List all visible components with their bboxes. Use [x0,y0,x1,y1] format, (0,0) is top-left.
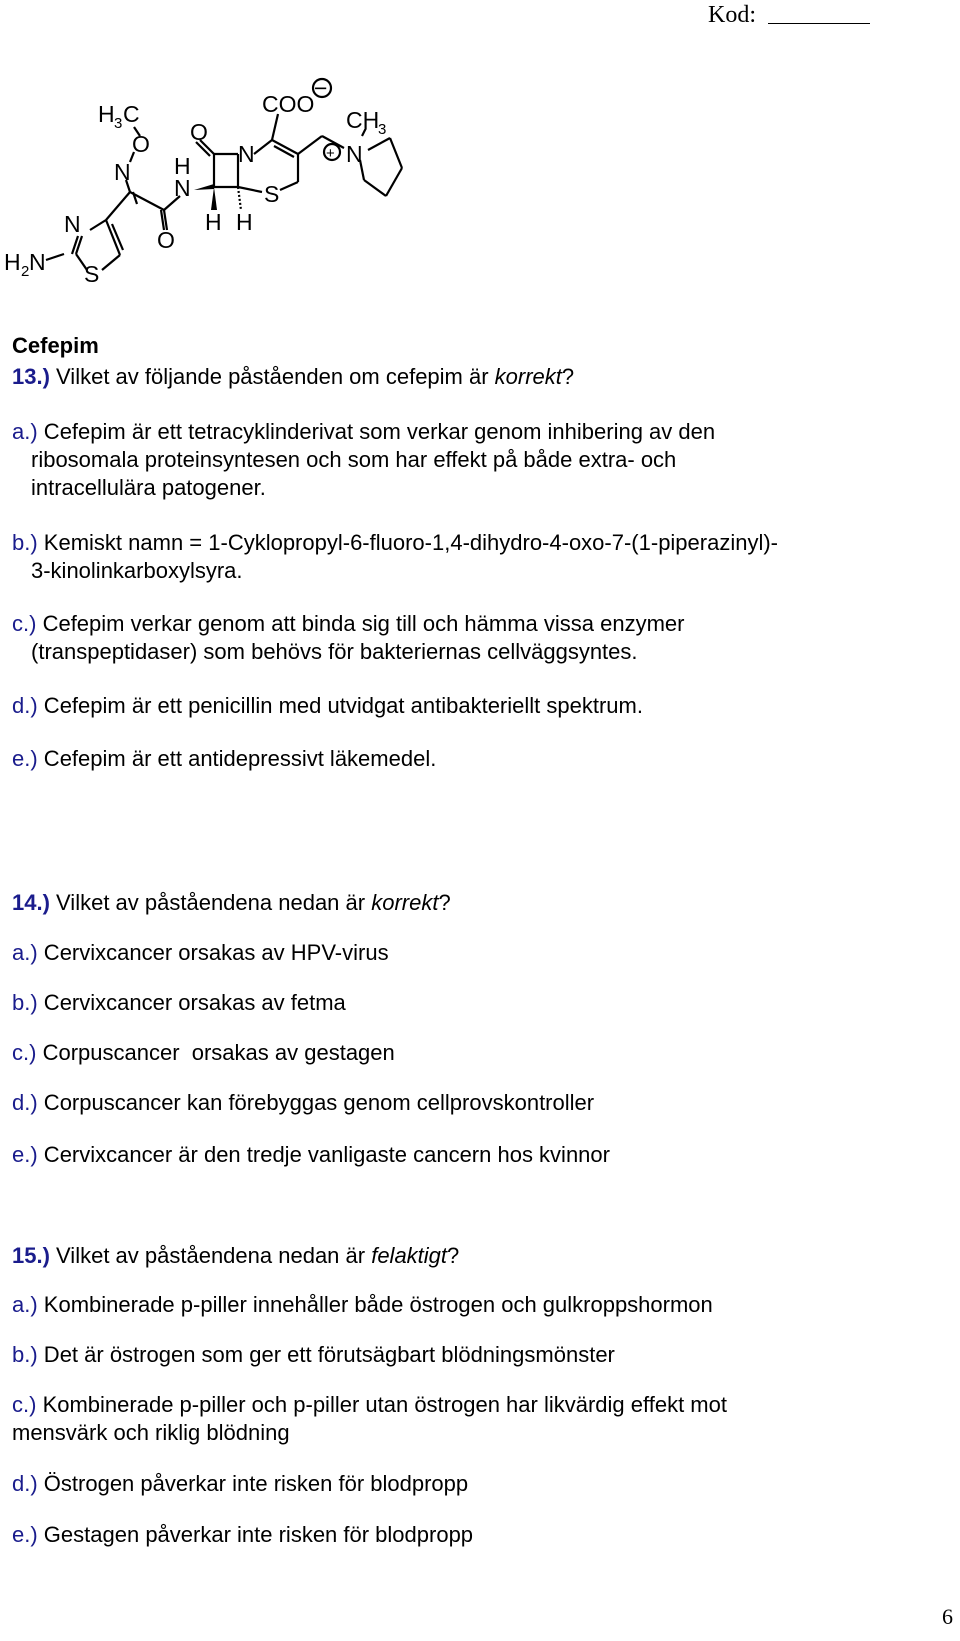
option-label: c.) [12,611,37,636]
thiazole-s-label: S [84,261,100,287]
question-number: 13.) [12,364,50,389]
question-14-option-d: d.) Corpuscancer kan förebyggas genom cellprovskontroller [12,1090,595,1115]
option-label: a.) [12,419,38,444]
amine-sub-label: 2 [21,263,30,280]
thiazole-n-label: N [64,211,81,237]
amine-n-label: N [29,249,46,275]
stereo-h-b-label: H [236,209,253,235]
lactam-o-label: O [190,119,208,145]
question-number: 14.) [12,890,50,915]
h3c-h-label: H [98,101,115,127]
thiazine-s-label: S [264,181,280,207]
plus-charge-icon: + [326,145,335,162]
code-blank-line [768,3,870,24]
code-field [708,2,870,29]
option-label: c.) [12,1040,37,1065]
question-14-option-c: c.) Corpuscancer orsakas av gestagen [12,1040,395,1065]
option-label: b.) [12,530,38,555]
amide-o-label: O [157,227,175,253]
option-label: e.) [12,1142,38,1167]
question-13-option-d: d.) Cefepim är ett penicillin med utvidgat antibakteriellt spektrum. [12,693,643,718]
section-title: Cefepim [12,333,99,358]
lactam-n-label: N [238,141,255,167]
option-label: e.) [12,1522,38,1547]
methyl-ch-label: CH [346,107,380,133]
amine-h-label: H [4,249,21,275]
question-13-option-c: c.) Cefepim verkar genom att binda sig till och hämma vissa enzymer (transpeptidaser) som behövs för bakteriernas cellväggsyntes. [12,611,685,664]
question-13-option-e: e.) Cefepim är ett antidepressivt läkemedel. [12,746,437,771]
question-13-stem: 13.) Vilket av följande påståenden om cefepim är korrekt? [12,364,575,389]
option-label: e.) [12,746,38,771]
option-label: d.) [12,693,38,718]
question-15-option-a: a.) Kombinerade p-piller innehåller både östrogen och gulkroppshormon [12,1292,713,1317]
oxime-n-label: N [114,159,131,185]
option-label: a.) [12,1292,38,1317]
page-number: 6 [942,1604,953,1629]
option-label: a.) [12,940,38,965]
code-label: Kod: [708,2,756,28]
amide-n-label: N [174,175,191,201]
option-label: c.) [12,1392,37,1417]
h3c-c-label: C [123,101,140,127]
pyrrolidinium-n-label: N [346,141,363,167]
minus-charge-icon: − [314,75,328,101]
stereo-h-a-label: H [205,209,222,235]
methyl-sub-label: 3 [378,121,387,138]
question-15-option-b: b.) Det är östrogen som ger ett förutsägbart blödningsmönster [12,1342,615,1367]
question-14-option-b: b.) Cervixcancer orsakas av fetma [12,990,346,1015]
question-15-option-d: d.) Östrogen påverkar inte risken för blodpropp [12,1471,469,1496]
option-label: b.) [12,1342,38,1367]
carboxylate-label: COO [262,91,315,117]
question-13-option-a: a.) Cefepim är ett tetracyklinderivat som verkar genom inhibering av den ribosomala proteinsyntesen och som har effekt på både extra- och intracellulära patogener. [12,419,716,500]
h3c-sub-label: 3 [114,115,123,132]
question-15-option-c: c.) Kombinerade p-piller och p-piller utan östrogen har likvärdig effekt mot mensvärk och riklig blödning [12,1392,727,1445]
methoxy-o-label: O [132,131,150,157]
question-15-stem: 15.) Vilket av påståendena nedan är felaktigt? [12,1243,460,1268]
cefepime-structure-diagram [0,70,440,310]
question-14-option-a: a.) Cervixcancer orsakas av HPV-virus [12,940,389,965]
option-label: d.) [12,1471,38,1496]
question-number: 15.) [12,1243,50,1268]
question-15-option-e: e.) Gestagen påverkar inte risken för blodpropp [12,1522,474,1547]
option-label: b.) [12,990,38,1015]
question-14-option-e: e.) Cervixcancer är den tredje vanligaste cancern hos kvinnor [12,1142,610,1167]
amide-h-label: H [174,153,191,179]
question-14-stem: 14.) Vilket av påståendena nedan är korrekt? [12,890,451,915]
question-13-option-b: b.) Kemiskt namn = 1-Cyklopropyl-6-fluoro-1,4-dihydro-4-oxo-7-(1-piperazinyl)- 3-kinolinkarboxylsyra. [12,530,779,583]
option-label: d.) [12,1090,38,1115]
